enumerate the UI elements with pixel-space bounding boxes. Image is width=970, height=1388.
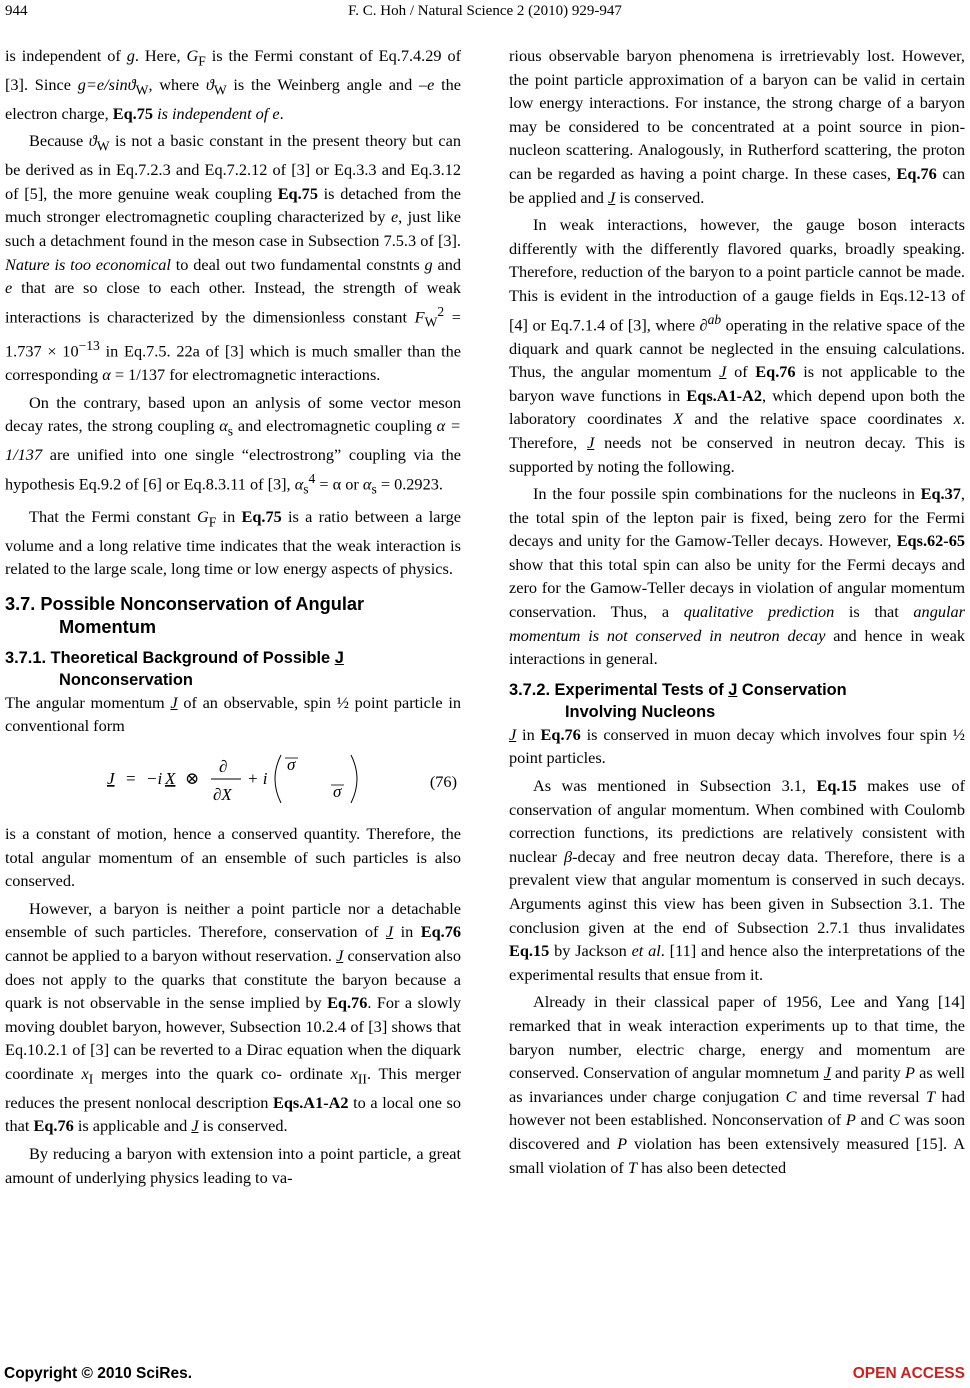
open-access-label: OPEN ACCESS [852,1365,965,1382]
paragraph: Already in their classical paper of 1956, Lee and Yang [14] remarked that in weak interaction experiments up to that time, the baryon number, electric charge, energy and momentum are conserved. Conservation of angular momnetum J and parity P as well as invariances under charge conjugation C and time reversal T had however not been established. Nonconservation of P and C was soon discovered and P violation has been extensively measured [15]. A small violation of T has also been detected [509,992,966,1177]
page-number: 944 [5,3,28,19]
paragraph: However, a baryon is neither a point particle nor a detachable ensemble of such particles. Therefore, conservation of J in Eq.76 cannot be applied to a baryon without reservation. J conservation also does not apply to the quarks that constitute the baryon because a quark is not observable in the sense implied by Eq.76. For a slowly moving doublet baryon, however, Subsection 10.2.4 of [3] shows that Eq.10.2.1 of [3] can be reverted to a Dirac equation when the diquark coordinate $x_I$ merges into the quark co- ordinate $x_{II}$. This merger reduces the present nonlocal description Eqs.A1-A2 to a local one so that Eq.76 is applicable and J is conserved. [5,898,462,1136]
paragraph: is a constant of motion, hence a conserved quantity. Therefore, the total angular momentum of an ensemble of such particles is also conserved. [5,824,461,891]
eq-minus-i: −i [146,769,163,789]
eq-sigma-2: σ [333,782,342,802]
copyright-notice: Copyright © 2010 SciRes. [4,1365,193,1382]
paragraph: That the Fermi constant $G_F$ in Eq.75 is a ratio between a large volume and a long relative time indicates that the weak interaction is related to the large scale, long time or low energy aspects of physics. [5,506,462,579]
eq-J: J [107,769,115,789]
left-column [5,44,461,1193]
eq-partial: ∂ [219,757,228,777]
right-column [509,44,965,1183]
subsection-heading-3-7-1: 3.7.1. Theoretical Background of Possible J Nonconservation [5,648,344,689]
equation-76 [5,750,461,808]
eq-X: X [165,769,176,789]
section-heading-3-7: 3.7. Possible Nonconservation of Angular Momentum [5,593,365,637]
running-head: F. C. Hoh / Natural Science 2 (2010) 929-947 [348,3,622,19]
paragraph: is independent of g. Here, $G_F$ is the Fermi constant of Eq.7.4.29 of [3]. Since g=e/sinϑ$_W$, where $ϑ_W$ is the Weinberg angle and –e the electron charge, Eq.75 is independent of e. [5,46,462,123]
paragraph: On the contrary, based upon an anlysis of some vector meson decay rates, the strong coupling $\alpha_s$ and electromagnetic coupling α = 1/137 are unified into one single “electrostrong” coupling via the hypothesis Eq.9.2 of [6] or Eq.8.3.11 of [3], $\alpha_s^4 = \alpha$ or $\alpha_s = 0.2923$. [5,392,461,497]
paragraph: Because $ϑ_W$ is not a basic constant in the present theory but can be derived as in Eq.7.2.3 and Eq.7.2.12 of [3] or Eq.3.3 and Eq.3.12 of [5], the more genuine weak coupling Eq.75 is detached from the much stronger electromagnetic coupling characterized by e, just like such a detachment found in the meson case in Subsection 7.5.3 of [3]. Nature is too economical to deal out two fundamental constnts g and e that are so close to each other. Instead, the strength of weak interactions is characterized by the dimensionless constant $F_W^2 = 1.737 \times 10^{-13}$ in Eq.7.5. 22a of [3] which is much smaller than the corresponding α = 1/137 for electromagnetic interactions. [5,131,462,384]
eq-equals: = [126,769,136,789]
paragraph: As was mentioned in Subsection 3.1, Eq.15 makes use of conservation of angular momentum. When combined with Coulomb correction functions, its predictions are relatively consistent with nuclear β-decay and free neutron decay data. Therefore, there is a prevalent view that angular momentum is conserved in such decays. Arguments aginst this view has been given in Subsection 3.1. The conclusion given at the end of Subsection 2.7.1 thus invalidates Eq.15 by Jackson et al. [11] and hence also the interpretations of the experimental results that ensue from it. [509,776,965,984]
eq-partial-X: ∂X [213,785,232,805]
paragraph: By reducing a baryon with extension into a point particle, a great amount of underlying physics leading to va- [5,1144,461,1187]
subsection-heading-3-7-2: 3.7.2. Experimental Tests of J Conservation Involving Nucleons [509,680,847,721]
paragraph: The angular momentum J of an observable, spin ½ point particle in conventional form [5,692,461,736]
page-footer [0,1364,970,1384]
eq-otimes: ⊗ [185,769,200,789]
paragraph: rious observable baryon phenomena is irretrievably lost. However, the point particle approximation of a baryon can be valid in certain low energy interactions. For instance, the strong charge of a baryon may be considered to be concentrated at a point source in pion-nucleon scattering. Analogously, in Rutherford scattering, the proton can be regarded as having a point charge. In these cases, Eq.76 can be applied and J is conserved. [509,46,965,207]
eq-sigma-1: σ [287,755,296,775]
equation-number: (76) [429,772,457,792]
paragraph: In the four possile spin combinations for the nucleons in Eq.37, the total spin of the lepton pair is fixed, being zero for the Fermi decays and unity for the Gamow-Teller decays. However, Eqs.62-65 show that this total spin can also be unity for the Fermi decays and zero for the Gamow-Teller decays in violation of angular momentum conservation. Thus, a qualitative prediction is that angular momentum is not conserved in neutron decay and hence in weak interactions in general. [509,484,965,669]
paragraph: J in Eq.76 is conserved in muon decay which involves four spin ½ point particles. [509,724,965,768]
page-header [0,1,970,21]
paragraph: In weak interactions, however, the gauge boson interacts differently with the differently flavored quarks, broadly speaking. Therefore, reduction of the baryon to a point particle cannot be made. This is evident in the introduction of a gauge fields in Eqs.12-13 of [4] or Eq.7.1.4 of [3], where ∂$^{ab}$ operating in the relative space of the diquark and quark cannot be neglected in the ensuing calculations. Thus, the angular momentum J of Eq.76 is not applicable to the baryon wave functions in Eqs.A1-A2, which depend upon both the laboratory coordinates X and the relative space coordinates x. Therefore, J needs not be conserved in neutron decay. This is supported by noting the following. [509,215,966,476]
eq-plus-i: + i [247,769,268,789]
